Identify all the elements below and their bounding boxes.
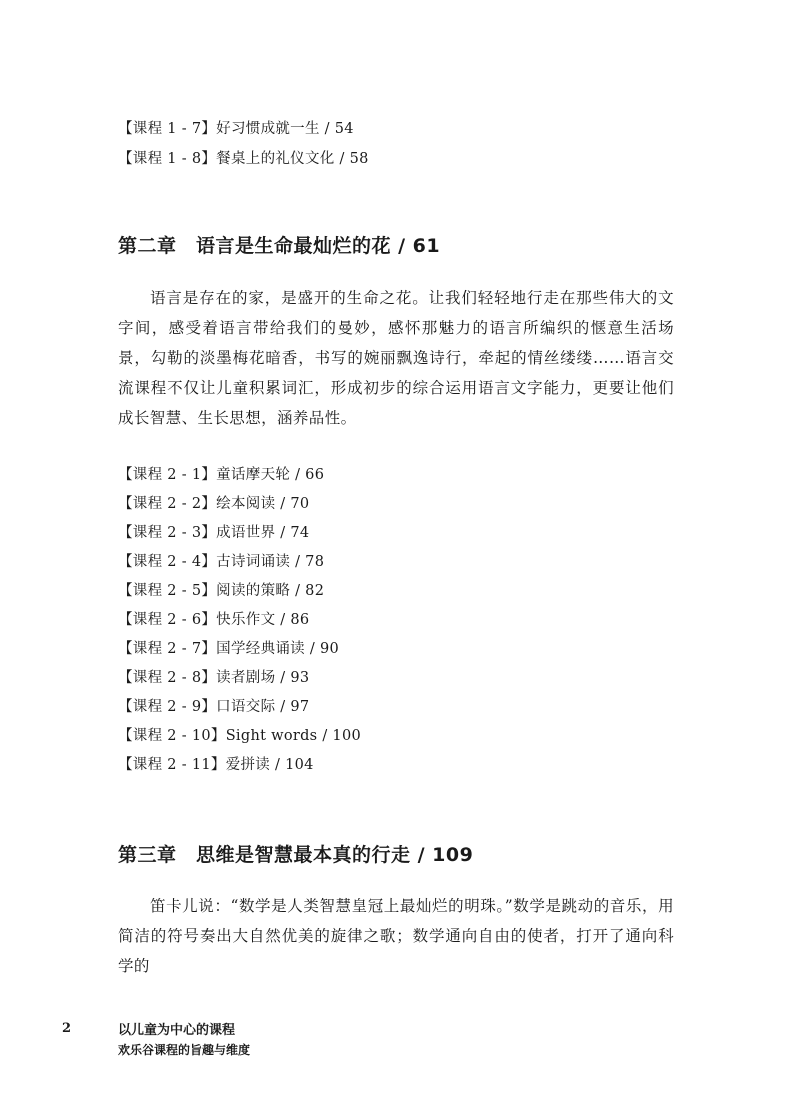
chapter-3-intro: 笛卡儿说：“数学是人类智慧皇冠上最灿烂的明珠。”数学是跳动的音乐，用简洁的符号奏出大自然优美的旋律之歌；数学通向自由的使者，打开了通向科学的 bbox=[118, 897, 674, 975]
chapter-2-intro: 语言是存在的家，是盛开的生命之花。让我们轻轻地行走在那些伟大的文字间，感受着语言带给我们的曼妙，感怀那魅力的语言所编织的惬意生活场景，勾勒的淡墨梅花暗香，书写的婉丽飘逸诗行，牵起的情丝缕缕……语言交流课程不仅让儿童积累词汇，形成初步的综合运用语言文字能力，更要让他们成长智慧、生长思想，涵养品性。 bbox=[118, 289, 674, 427]
toc-entry-2-2[interactable]: 【课程 2 - 2】绘本阅读 / 70 bbox=[118, 496, 310, 512]
chapter-2-heading: 第二章 语言是生命最灿烂的花 / 61 bbox=[118, 235, 441, 257]
running-footer-title: 以儿童为中心的课程 bbox=[118, 1023, 236, 1038]
chapter-3-heading: 第三章 思维是智慧最本真的行走 / 109 bbox=[118, 844, 474, 866]
toc-entry-2-9[interactable]: 【课程 2 - 9】口语交际 / 97 bbox=[118, 699, 310, 715]
toc-entry-2-5[interactable]: 【课程 2 - 5】阅读的策略 / 82 bbox=[118, 583, 325, 599]
toc-entry-1-7[interactable]: 【课程 1 - 7】好习惯成就一生 / 54 bbox=[118, 121, 354, 137]
toc-entry-2-8[interactable]: 【课程 2 - 8】读者剧场 / 93 bbox=[118, 670, 310, 686]
toc-entry-1-8[interactable]: 【课程 1 - 8】餐桌上的礼仪文化 / 58 bbox=[118, 151, 369, 167]
toc-entry-2-4[interactable]: 【课程 2 - 4】古诗词诵读 / 78 bbox=[118, 554, 325, 570]
toc-entry-2-7[interactable]: 【课程 2 - 7】国学经典诵读 / 90 bbox=[118, 641, 340, 657]
toc-entry-2-10[interactable]: 【课程 2 - 10】Sight words / 100 bbox=[118, 728, 362, 744]
toc-entry-2-1[interactable]: 【课程 2 - 1】童话摩天轮 / 66 bbox=[118, 467, 325, 483]
running-footer-subtitle: 欢乐谷课程的旨趣与维度 bbox=[118, 1043, 251, 1057]
toc-entry-2-3[interactable]: 【课程 2 - 3】成语世界 / 74 bbox=[118, 525, 310, 541]
page-number: 2 bbox=[62, 1021, 72, 1036]
toc-entry-2-6[interactable]: 【课程 2 - 6】快乐作文 / 86 bbox=[118, 612, 310, 628]
toc-entry-2-11[interactable]: 【课程 2 - 11】爱拼读 / 104 bbox=[118, 757, 314, 773]
